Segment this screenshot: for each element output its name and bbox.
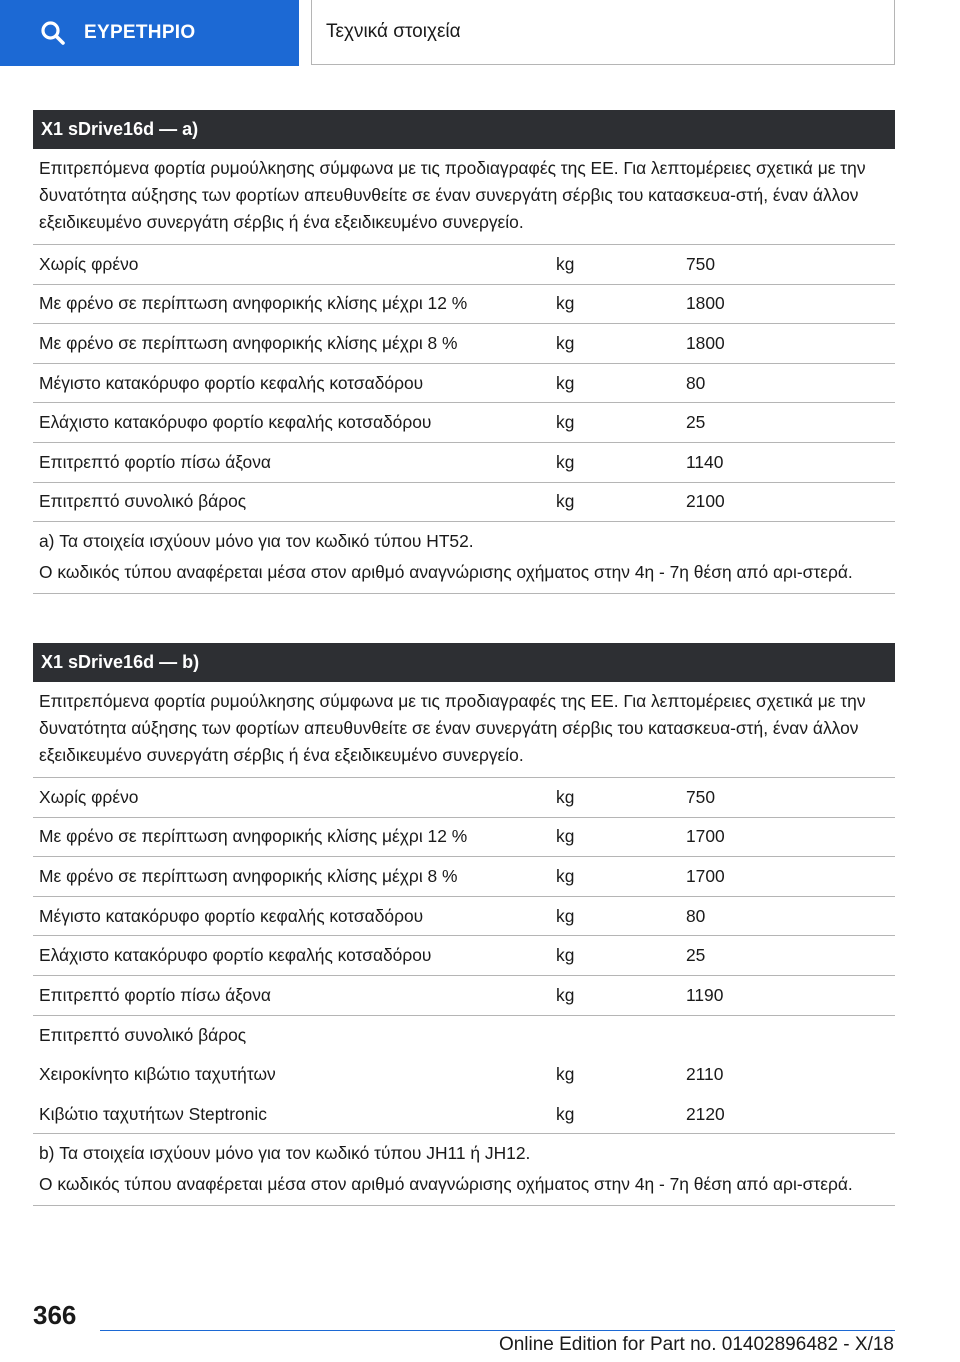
row-unit: kg bbox=[556, 945, 575, 966]
row-label: Με φρένο σε περίπτωση ανηφορικής κλίσης μέχρι 12 % bbox=[39, 826, 468, 847]
index-button[interactable] bbox=[0, 0, 299, 66]
table-row bbox=[33, 245, 895, 285]
breadcrumb[interactable] bbox=[311, 0, 895, 65]
row-label: Μέγιστο κατακόρυφο φορτίο κεφαλής κοτσαδόρου bbox=[39, 905, 424, 926]
row-label: Με φρένο σε περίπτωση ανηφορικής κλίσης μέχρι 8 % bbox=[39, 865, 458, 886]
table-row bbox=[33, 443, 895, 483]
edition-info: Online Edition for Part no. 01402896482 - X/18 bbox=[498, 1334, 894, 1355]
section-intro: Επιτρεπόμενα φορτία ρυμούλκησης σύμφωνα με τις προδιαγραφές της ΕΕ. Για λεπτομέρειες σχετικά με την δυνατότητα αύξησης των φορτίων απευθυνθείτε σε έναν συνεργάτη σέρβις του κατασκευα-στή, έναν άλλον εξειδικευμένο συνεργάτη σέρβις ή ένα εξειδικευμένο συνεργείο. bbox=[33, 682, 895, 778]
row-value: 1700 bbox=[686, 865, 725, 886]
row-unit: kg bbox=[556, 826, 575, 847]
section-title: X1 sDrive16d — a) bbox=[33, 110, 895, 149]
row-label: Μέγιστο κατακόρυφο φορτίο κεφαλής κοτσαδόρου bbox=[39, 372, 424, 393]
row-label: Χωρίς φρένο bbox=[39, 253, 139, 274]
row-label: Ελάχιστο κατακόρυφο φορτίο κεφαλής κοτσαδόρου bbox=[39, 412, 432, 433]
row-unit: kg bbox=[556, 1064, 575, 1085]
table-row bbox=[33, 483, 895, 523]
footnote-line: a) Τα στοιχεία ισχύουν μόνο για τον κωδικό τύπου HT52. bbox=[39, 531, 474, 552]
row-label: Κιβώτιο ταχυτήτων Steptronic bbox=[39, 1103, 267, 1124]
table-row bbox=[33, 936, 895, 976]
top-bar bbox=[0, 0, 960, 66]
row-value: 80 bbox=[686, 905, 706, 926]
row-unit: kg bbox=[556, 451, 575, 472]
row-label: Επιτρεπτό φορτίο πίσω άξονα bbox=[39, 451, 271, 472]
footnote-line: b) Τα στοιχεία ισχύουν μόνο για τον κωδικό τύπου JH11 ή JH12. bbox=[39, 1143, 531, 1164]
footnote-line: Ο κωδικός τύπου αναφέρεται μέσα στον αριθμό αναγνώρισης οχήματος στην 4η - 7η θέση από αρι-στερά. bbox=[39, 1174, 853, 1195]
row-value: 25 bbox=[686, 412, 706, 433]
row-unit: kg bbox=[556, 905, 575, 926]
page-number: 366 bbox=[33, 1300, 77, 1330]
table-row bbox=[33, 778, 895, 818]
row-value: 1800 bbox=[686, 332, 725, 353]
table-row bbox=[33, 1095, 895, 1135]
table-row bbox=[33, 403, 895, 443]
table-row bbox=[33, 818, 895, 858]
table-row bbox=[33, 1055, 895, 1095]
row-unit: kg bbox=[556, 293, 575, 314]
row-value: 1190 bbox=[686, 984, 724, 1005]
spec-section-a bbox=[33, 110, 895, 594]
row-unit: kg bbox=[556, 984, 575, 1005]
row-unit: kg bbox=[556, 253, 575, 274]
section-intro: Επιτρεπόμενα φορτία ρυμούλκησης σύμφωνα με τις προδιαγραφές της ΕΕ. Για λεπτομέρειες σχετικά με την δυνατότητα αύξησης των φορτίων απευθυνθείτε σε έναν συνεργάτη σέρβις του κατασκευα-στή, έναν άλλον εξειδικευμένο συνεργάτη σέρβις ή ένα εξειδικευμένο συνεργείο. bbox=[33, 149, 895, 245]
table-row bbox=[33, 1016, 895, 1056]
table-row bbox=[33, 897, 895, 937]
table-row bbox=[33, 364, 895, 404]
row-label: Ελάχιστο κατακόρυφο φορτίο κεφαλής κοτσαδόρου bbox=[39, 945, 432, 966]
section-title: X1 sDrive16d — b) bbox=[33, 643, 895, 682]
row-unit: kg bbox=[556, 491, 575, 512]
row-value: 750 bbox=[686, 253, 716, 274]
table-row bbox=[33, 285, 895, 325]
row-unit: kg bbox=[556, 332, 575, 353]
row-label: Επιτρεπτό φορτίο πίσω άξονα bbox=[39, 984, 271, 1005]
table-row bbox=[33, 976, 895, 1016]
row-label: Με φρένο σε περίπτωση ανηφορικής κλίσης μέχρι 12 % bbox=[39, 293, 468, 314]
row-label: Επιτρεπτό συνολικό βάρος bbox=[39, 1024, 247, 1045]
row-label: Επιτρεπτό συνολικό βάρος bbox=[39, 491, 247, 512]
table-row bbox=[33, 857, 895, 897]
spec-section-b bbox=[33, 643, 895, 1206]
row-value: 1700 bbox=[686, 826, 725, 847]
row-unit: kg bbox=[556, 1103, 575, 1124]
row-label: Χειροκίνητο κιβώτιο ταχυτήτων bbox=[39, 1064, 276, 1085]
row-value: 2120 bbox=[686, 1103, 725, 1124]
footer-divider bbox=[100, 1330, 895, 1331]
table-row bbox=[33, 324, 895, 364]
row-value: 750 bbox=[686, 786, 716, 807]
row-value: 2110 bbox=[686, 1064, 724, 1085]
row-label: Με φρένο σε περίπτωση ανηφορικής κλίσης μέχρι 8 % bbox=[39, 332, 458, 353]
row-value: 1140 bbox=[686, 451, 724, 472]
breadcrumb-label: Τεχνικά στοιχεία bbox=[326, 21, 461, 42]
row-value: 2100 bbox=[686, 491, 725, 512]
row-label: Χωρίς φρένο bbox=[39, 786, 139, 807]
section-footnote bbox=[33, 522, 895, 594]
row-unit: kg bbox=[556, 786, 575, 807]
row-value: 80 bbox=[686, 372, 706, 393]
row-unit: kg bbox=[556, 412, 575, 433]
row-unit: kg bbox=[556, 372, 575, 393]
row-value: 25 bbox=[686, 945, 706, 966]
section-footnote bbox=[33, 1134, 895, 1206]
footnote-line: Ο κωδικός τύπου αναφέρεται μέσα στον αριθμό αναγνώρισης οχήματος στην 4η - 7η θέση από αρι-στερά. bbox=[39, 562, 853, 583]
row-value: 1800 bbox=[686, 293, 725, 314]
row-unit: kg bbox=[556, 865, 575, 886]
search-icon bbox=[40, 20, 66, 46]
index-button-label: ΕΥΡΕΤΗΡΙΟ bbox=[84, 22, 196, 43]
